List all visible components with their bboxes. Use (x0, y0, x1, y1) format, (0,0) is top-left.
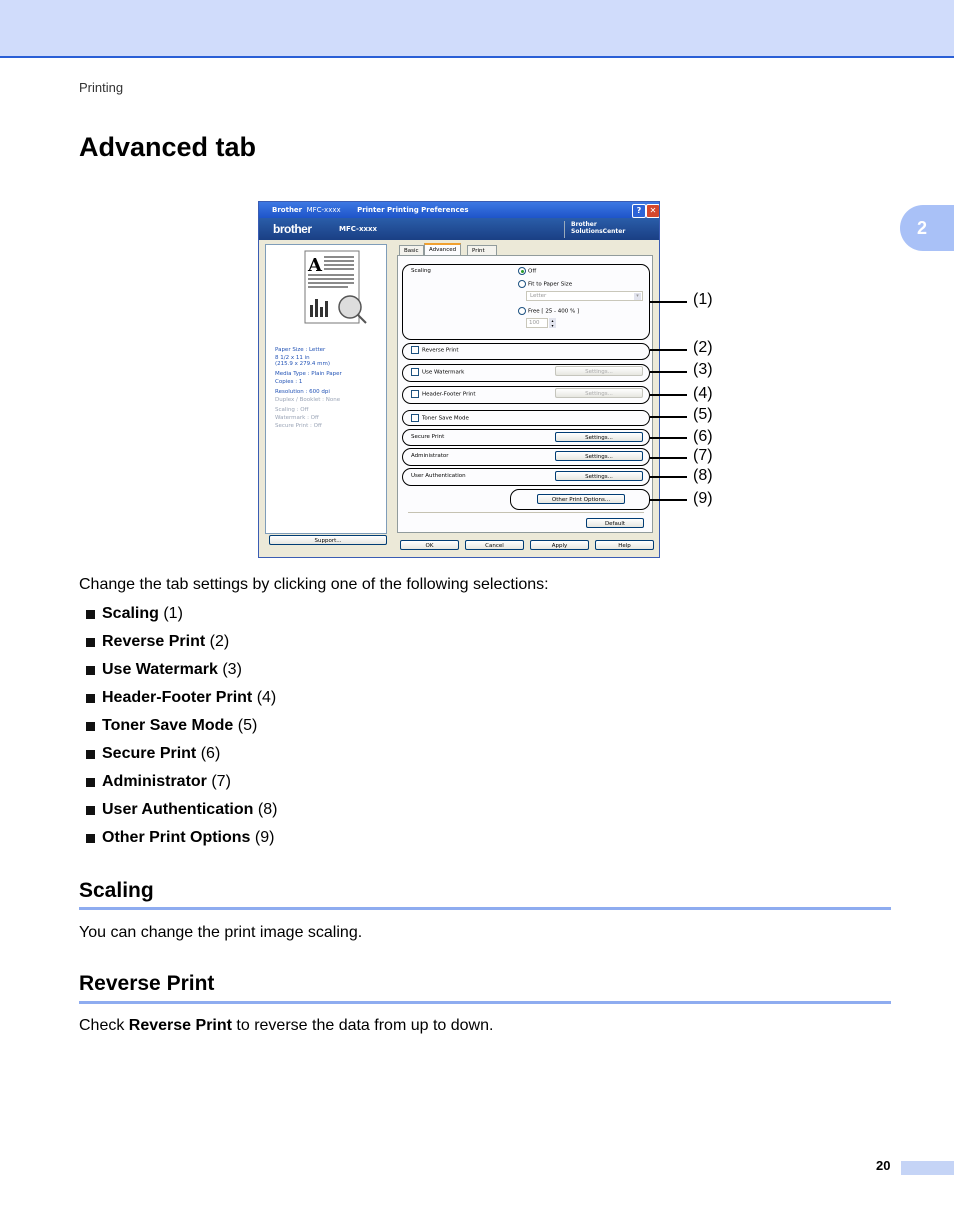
option-item (86, 744, 277, 772)
settings-summary-line: Duplex / Booklet : None (275, 397, 341, 403)
support-button[interactable]: Support... (269, 535, 387, 545)
option-item (86, 632, 277, 660)
callout-label-5: (5) (693, 406, 713, 423)
bullet-square-icon (86, 666, 95, 675)
panel-divider (408, 512, 644, 513)
settings-summary-line: Secure Print : Off (275, 423, 322, 429)
option-number: (1) (158, 605, 183, 622)
callout-line-4 (650, 394, 687, 396)
bullet-square-icon (86, 610, 95, 619)
callout-line-1 (650, 301, 687, 303)
reverse-print-heading-rule (79, 1001, 891, 1004)
callout-label-3: (3) (693, 361, 713, 378)
tab-basic[interactable]: Basic (399, 245, 424, 256)
secure-print-settings-button[interactable]: Settings... (555, 432, 643, 442)
settings-summary-line: (215.9 x 279.4 mm) (275, 361, 330, 367)
reverse-print-heading: Reverse Print (79, 972, 215, 995)
preview-pane (265, 244, 387, 534)
scaling-off-radio[interactable]: Off (518, 267, 536, 275)
scaling-heading: Scaling (79, 879, 154, 902)
callout-oval-3 (402, 364, 650, 382)
tab-advanced[interactable]: Advanced (424, 243, 461, 257)
bullet-square-icon (86, 638, 95, 647)
page-title: Advanced tab (79, 132, 257, 162)
reverse-print-paragraph: Check Reverse Print to reverse the data from up to down. (79, 1017, 494, 1034)
printing-preferences-dialog (258, 201, 660, 558)
option-name: Reverse Print (102, 633, 206, 650)
solutions-center-link[interactable] (564, 221, 651, 238)
callout-line-9 (650, 499, 687, 501)
options-list (86, 604, 277, 856)
option-item (86, 688, 277, 716)
title-brand: Brother (272, 206, 303, 214)
settings-summary-line: Scaling : Off (275, 407, 309, 413)
callout-label-1: (1) (693, 291, 713, 308)
settings-summary-line: Resolution : 600 dpi (275, 389, 330, 395)
bullet-square-icon (86, 694, 95, 703)
option-number: (5) (233, 717, 258, 734)
page-number: 20 (876, 1158, 891, 1173)
option-number: (4) (252, 689, 277, 706)
callout-label-6: (6) (693, 428, 713, 445)
free-scaling-input[interactable]: 100 (526, 318, 548, 328)
option-name: Secure Print (102, 745, 197, 762)
scaling-label: Scaling (411, 268, 431, 274)
secure-print-label: Secure Print (411, 434, 445, 440)
close-icon[interactable]: ✕ (646, 204, 660, 218)
option-number: (7) (206, 773, 231, 790)
settings-summary-line: Watermark : Off (275, 415, 319, 421)
header-footer-checkbox[interactable]: Header-Footer Print (411, 390, 476, 398)
intro-text: Change the tab settings by clicking one of the following selections: (79, 576, 549, 593)
scaling-heading-rule (79, 907, 891, 910)
paper-size-value: Letter (530, 293, 547, 299)
callout-oval-7 (402, 448, 650, 466)
ok-button[interactable]: OK (400, 540, 459, 550)
callout-oval-9 (510, 489, 650, 510)
tab-print-profiles[interactable]: Print (467, 245, 497, 256)
header-footer-settings-button[interactable]: Settings... (555, 388, 643, 398)
settings-summary-line: Media Type : Plain Paper (275, 371, 342, 377)
callout-oval-2 (402, 343, 650, 360)
option-name: Toner Save Mode (102, 717, 234, 734)
solutions-line-2: SolutionsCenter (571, 228, 626, 235)
callout-label-4: (4) (693, 385, 713, 402)
option-name: Header-Footer Print (102, 689, 253, 706)
callout-line-5 (650, 416, 687, 418)
callout-line-3 (650, 371, 687, 373)
chevron-down-icon: ▾ (634, 293, 641, 300)
free-scaling-radio[interactable]: Free [ 25 - 400 % ] (518, 307, 579, 315)
advanced-panel (397, 255, 653, 533)
page-preview-image (302, 249, 372, 329)
preview-letter: A (308, 255, 322, 276)
bullet-square-icon (86, 722, 95, 731)
option-number: (2) (205, 633, 230, 650)
toner-save-checkbox[interactable]: Toner Save Mode (411, 414, 469, 422)
callout-line-6 (650, 437, 687, 439)
settings-summary-line: 8 1/2 x 11 in (275, 355, 310, 361)
option-number: (8) (253, 801, 278, 818)
page-number-bar (901, 1161, 954, 1175)
brand-banner (259, 218, 659, 240)
callout-oval-1 (402, 264, 650, 340)
brother-logo: brother (273, 222, 312, 236)
callout-label-7: (7) (693, 447, 713, 464)
top-header-bar (0, 0, 954, 58)
callout-oval-8 (402, 468, 650, 486)
fit-to-paper-radio[interactable]: Fit to Paper Size (518, 280, 572, 288)
apply-button[interactable]: Apply (530, 540, 589, 550)
reverse-print-checkbox[interactable]: Reverse Print (411, 346, 459, 354)
option-number: (3) (217, 661, 242, 678)
callout-oval-5 (402, 410, 650, 426)
spinner-icon[interactable]: ▴ ▾ (549, 318, 556, 328)
cancel-button[interactable]: Cancel (465, 540, 524, 550)
callout-label-9: (9) (693, 490, 713, 507)
bullet-square-icon (86, 806, 95, 815)
callout-label-8: (8) (693, 467, 713, 484)
administrator-label: Administrator (411, 453, 449, 459)
bullet-square-icon (86, 750, 95, 759)
watermark-settings-button[interactable]: Settings... (555, 366, 643, 376)
administrator-settings-button[interactable]: Settings... (555, 451, 643, 461)
callout-oval-6 (402, 429, 650, 446)
callout-line-8 (650, 476, 687, 478)
option-name: Other Print Options (102, 829, 251, 846)
dialog-title-bar (259, 202, 659, 218)
help-icon[interactable]: ? (632, 204, 646, 218)
option-item (86, 604, 277, 632)
callout-line-7 (650, 457, 687, 459)
option-item (86, 828, 277, 856)
other-print-options-button[interactable]: Other Print Options... (537, 494, 625, 504)
settings-summary-line: Paper Size : Letter (275, 347, 326, 353)
title-text: Printer Printing Preferences (357, 206, 469, 214)
help-button[interactable]: Help (595, 540, 654, 550)
chapter-tab: 2 (900, 205, 954, 251)
use-watermark-checkbox[interactable]: Use Watermark (411, 368, 464, 376)
default-button[interactable]: Default (586, 518, 644, 528)
scaling-paragraph: You can change the print image scaling. (79, 924, 363, 941)
user-auth-settings-button[interactable]: Settings... (555, 471, 643, 481)
option-item (86, 800, 277, 828)
option-name: Scaling (102, 605, 159, 622)
breadcrumb: Printing (79, 80, 124, 95)
callout-label-2: (2) (693, 339, 713, 356)
callout-line-2 (650, 349, 687, 351)
option-name: Administrator (102, 773, 207, 790)
option-item (86, 660, 277, 688)
settings-summary-line: Copies : 1 (275, 379, 303, 385)
callout-oval-4 (402, 386, 650, 404)
option-item (86, 716, 277, 744)
banner-model: MFC-xxxx (339, 225, 378, 233)
bullet-square-icon (86, 778, 95, 787)
option-number: (6) (196, 745, 221, 762)
title-model: MFC-xxxx (306, 206, 341, 214)
option-name: Use Watermark (102, 661, 218, 678)
option-number: (9) (250, 829, 275, 846)
option-name: User Authentication (102, 801, 254, 818)
bullet-square-icon (86, 834, 95, 843)
solutions-line-1: Brother (571, 221, 597, 228)
user-auth-label: User Authentication (411, 473, 466, 479)
option-item (86, 772, 277, 800)
